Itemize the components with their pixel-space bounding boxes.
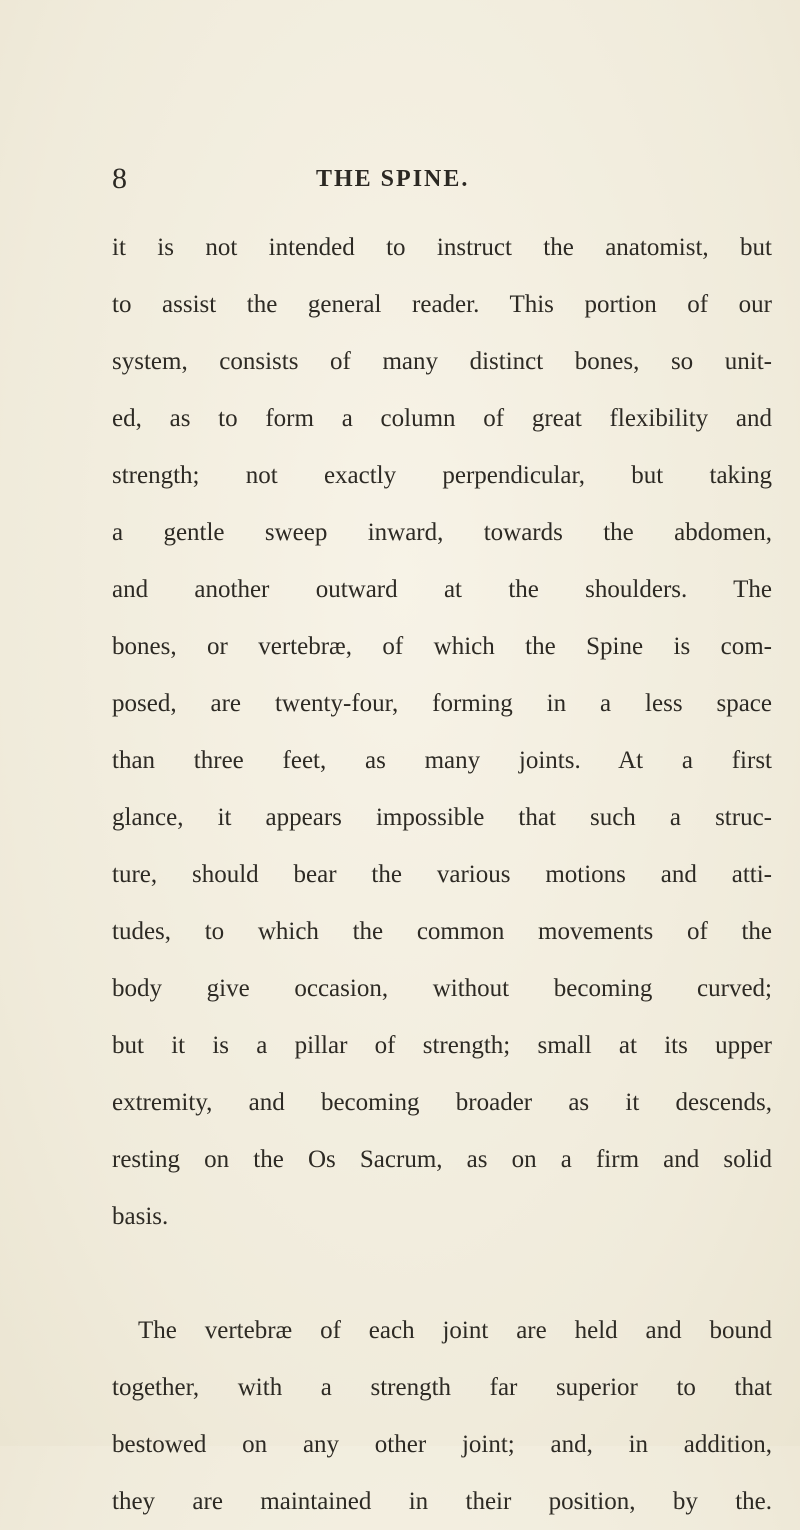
text-line: a gentle sweep inward, towards the abdomen,	[112, 519, 772, 546]
text-line: bestowed on any other joint; and, in addition,	[112, 1431, 772, 1458]
text-line: it is not intended to instruct the anatomist, but	[112, 234, 772, 261]
text-line: but it is a pillar of strength; small at its upper	[112, 1032, 772, 1059]
text-line: tudes, to which the common movements of the	[112, 918, 772, 945]
text-line: than three feet, as many joints. At a first	[112, 747, 772, 774]
text-line: basis.	[112, 1203, 169, 1230]
text-line: system, consists of many distinct bones, so unit-	[112, 348, 772, 375]
paragraph-1	[112, 219, 772, 1245]
text-line: and another outward at the shoulders. The	[112, 576, 772, 603]
text-line: extremity, and becoming broader as it descends,	[112, 1089, 772, 1116]
body-text	[112, 219, 772, 1530]
running-title: THE SPINE.	[316, 166, 470, 192]
text-line: ed, as to form a column of great flexibility and	[112, 405, 772, 432]
paragraph-gap	[112, 1245, 772, 1302]
text-line: ture, should bear the various motions and atti-	[112, 861, 772, 888]
text-line: The vertebræ of each joint are held and bound	[138, 1317, 772, 1344]
text-line: posed, are twenty-four, forming in a less space	[112, 690, 772, 717]
text-line: glance, it appears impossible that such a struc-	[112, 804, 772, 831]
paragraph-2	[112, 1302, 772, 1530]
text-line: to assist the general reader. This portion of our	[112, 291, 772, 318]
text-line: resting on the Os Sacrum, as on a firm and solid	[112, 1146, 772, 1173]
running-head	[112, 162, 772, 202]
text-line: strength; not exactly perpendicular, but taking	[112, 462, 772, 489]
text-line: body give occasion, without becoming curved;	[112, 975, 772, 1002]
page-number: 8	[112, 162, 127, 195]
text-line: bones, or vertebræ, of which the Spine is com-	[112, 633, 772, 660]
text-line: they are maintained in their position, by the.	[112, 1488, 772, 1515]
text-line: together, with a strength far superior to that	[112, 1374, 772, 1401]
